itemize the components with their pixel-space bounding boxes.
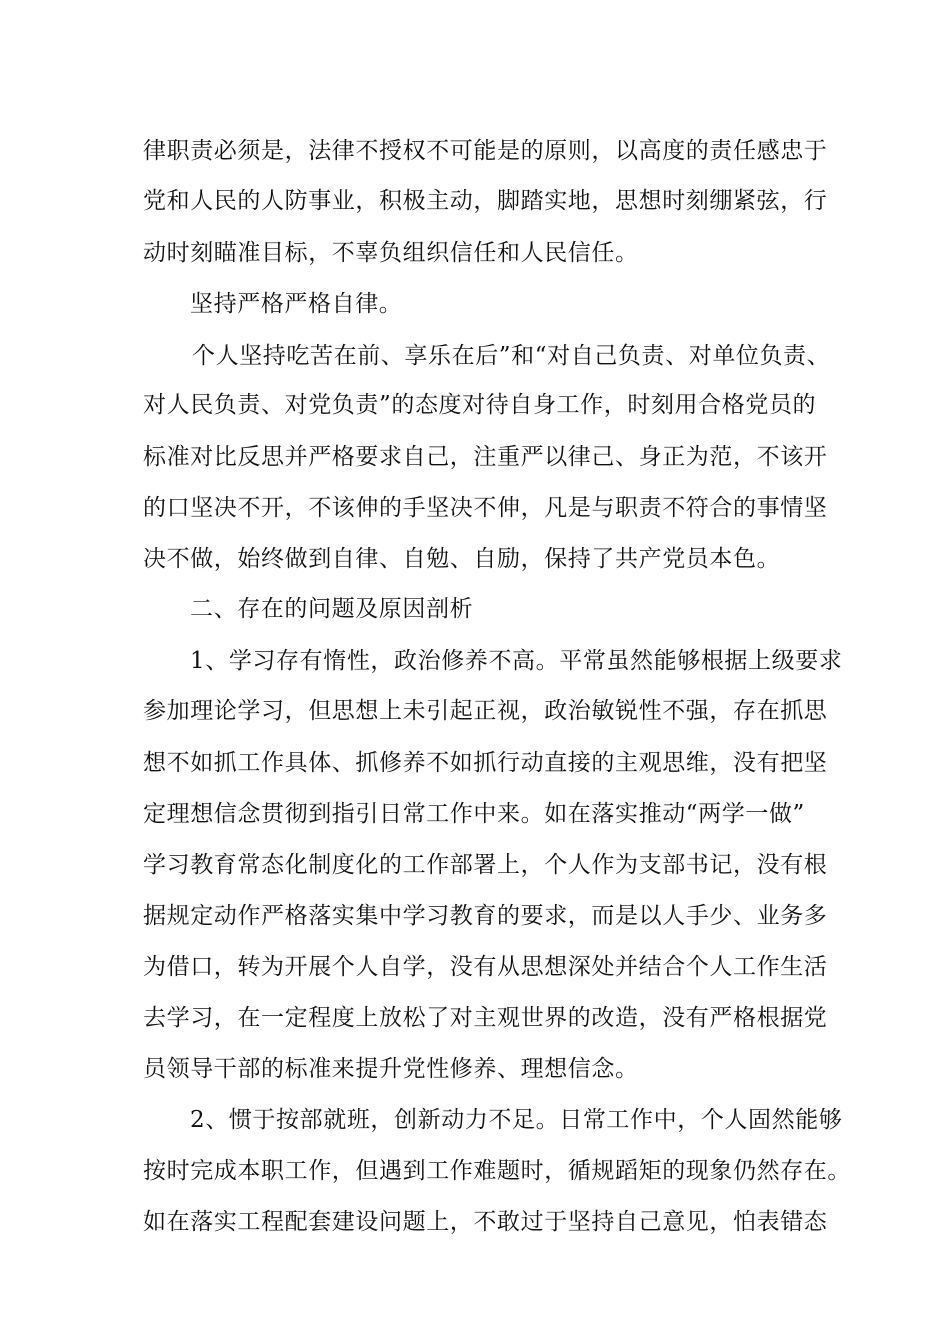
text-line: 1、学习存有惰性，政治修养不高。平常虽然能够根据上级要求 [190, 648, 843, 674]
text-line: 定理想信念贯彻到指引日常工作中来。如在落实推动“两学一做” [143, 801, 805, 827]
text-line: 的口坚决不开，不该伸的手坚决不伸，凡是与职责不符合的事情坚 [143, 495, 828, 521]
text-line: 动时刻瞄准目标，不辜负组织信任和人民信任。 [143, 240, 639, 266]
text-line: 去学习，在一定程度上放松了对主观世界的改造，没有严格根据党 [143, 1005, 828, 1031]
text-line: 律职责必须是，法律不授权不可能是的原则，以高度的责任感忠于 [143, 138, 828, 164]
text-line: 个人坚持吃苦在前、享乐在后”和“对自己负责、对单位负责、 [192, 343, 831, 369]
text-line: 员领导干部的标准来提升党性修养、理想信念。 [143, 1056, 639, 1082]
text-line: 学习教育常态化制度化的工作部署上，个人作为支部书记，没有根 [143, 852, 828, 878]
text-line: 标准对比反思并严格要求自己，注重严以律己、身正为范，不该开 [143, 444, 828, 470]
text-line: 对人民负责、对党负责”的态度对待自身工作，时刻用合格党员的 [143, 392, 817, 418]
text-line: 参加理论学习，但思想上未引起正视，政治敏锐性不强，存在抓思 [143, 698, 828, 724]
section-heading: 坚持严格严格自律。 [190, 291, 403, 317]
text-line: 党和人民的人防事业，积极主动，脚踏实地，思想时刻绷紧弦，行 [143, 188, 828, 214]
text-line: 2、惯于按部就班，创新动力不足。日常工作中，个人固然能够 [190, 1107, 843, 1133]
text-line: 按时完成本职工作，但遇到工作难题时，循规蹈矩的现象仍然存在。 [143, 1158, 851, 1184]
section-heading: 二、存在的问题及原因剖析 [190, 596, 474, 622]
text-line: 为借口，转为开展个人自学，没有从思想深处并结合个人工作生活 [143, 954, 828, 980]
text-line: 据规定动作严格落实集中学习教育的要求，而是以人手少、业务多 [143, 903, 828, 929]
text-line: 想不如抓工作具体、抓修养不如抓行动直接的主观思维，没有把坚 [143, 750, 828, 776]
text-line: 决不做，始终做到自律、自勉、自励，保持了共产党员本色。 [143, 546, 781, 572]
text-line: 如在落实工程配套建设问题上，不敢过于坚持自己意见，怕表错态 [143, 1209, 828, 1235]
